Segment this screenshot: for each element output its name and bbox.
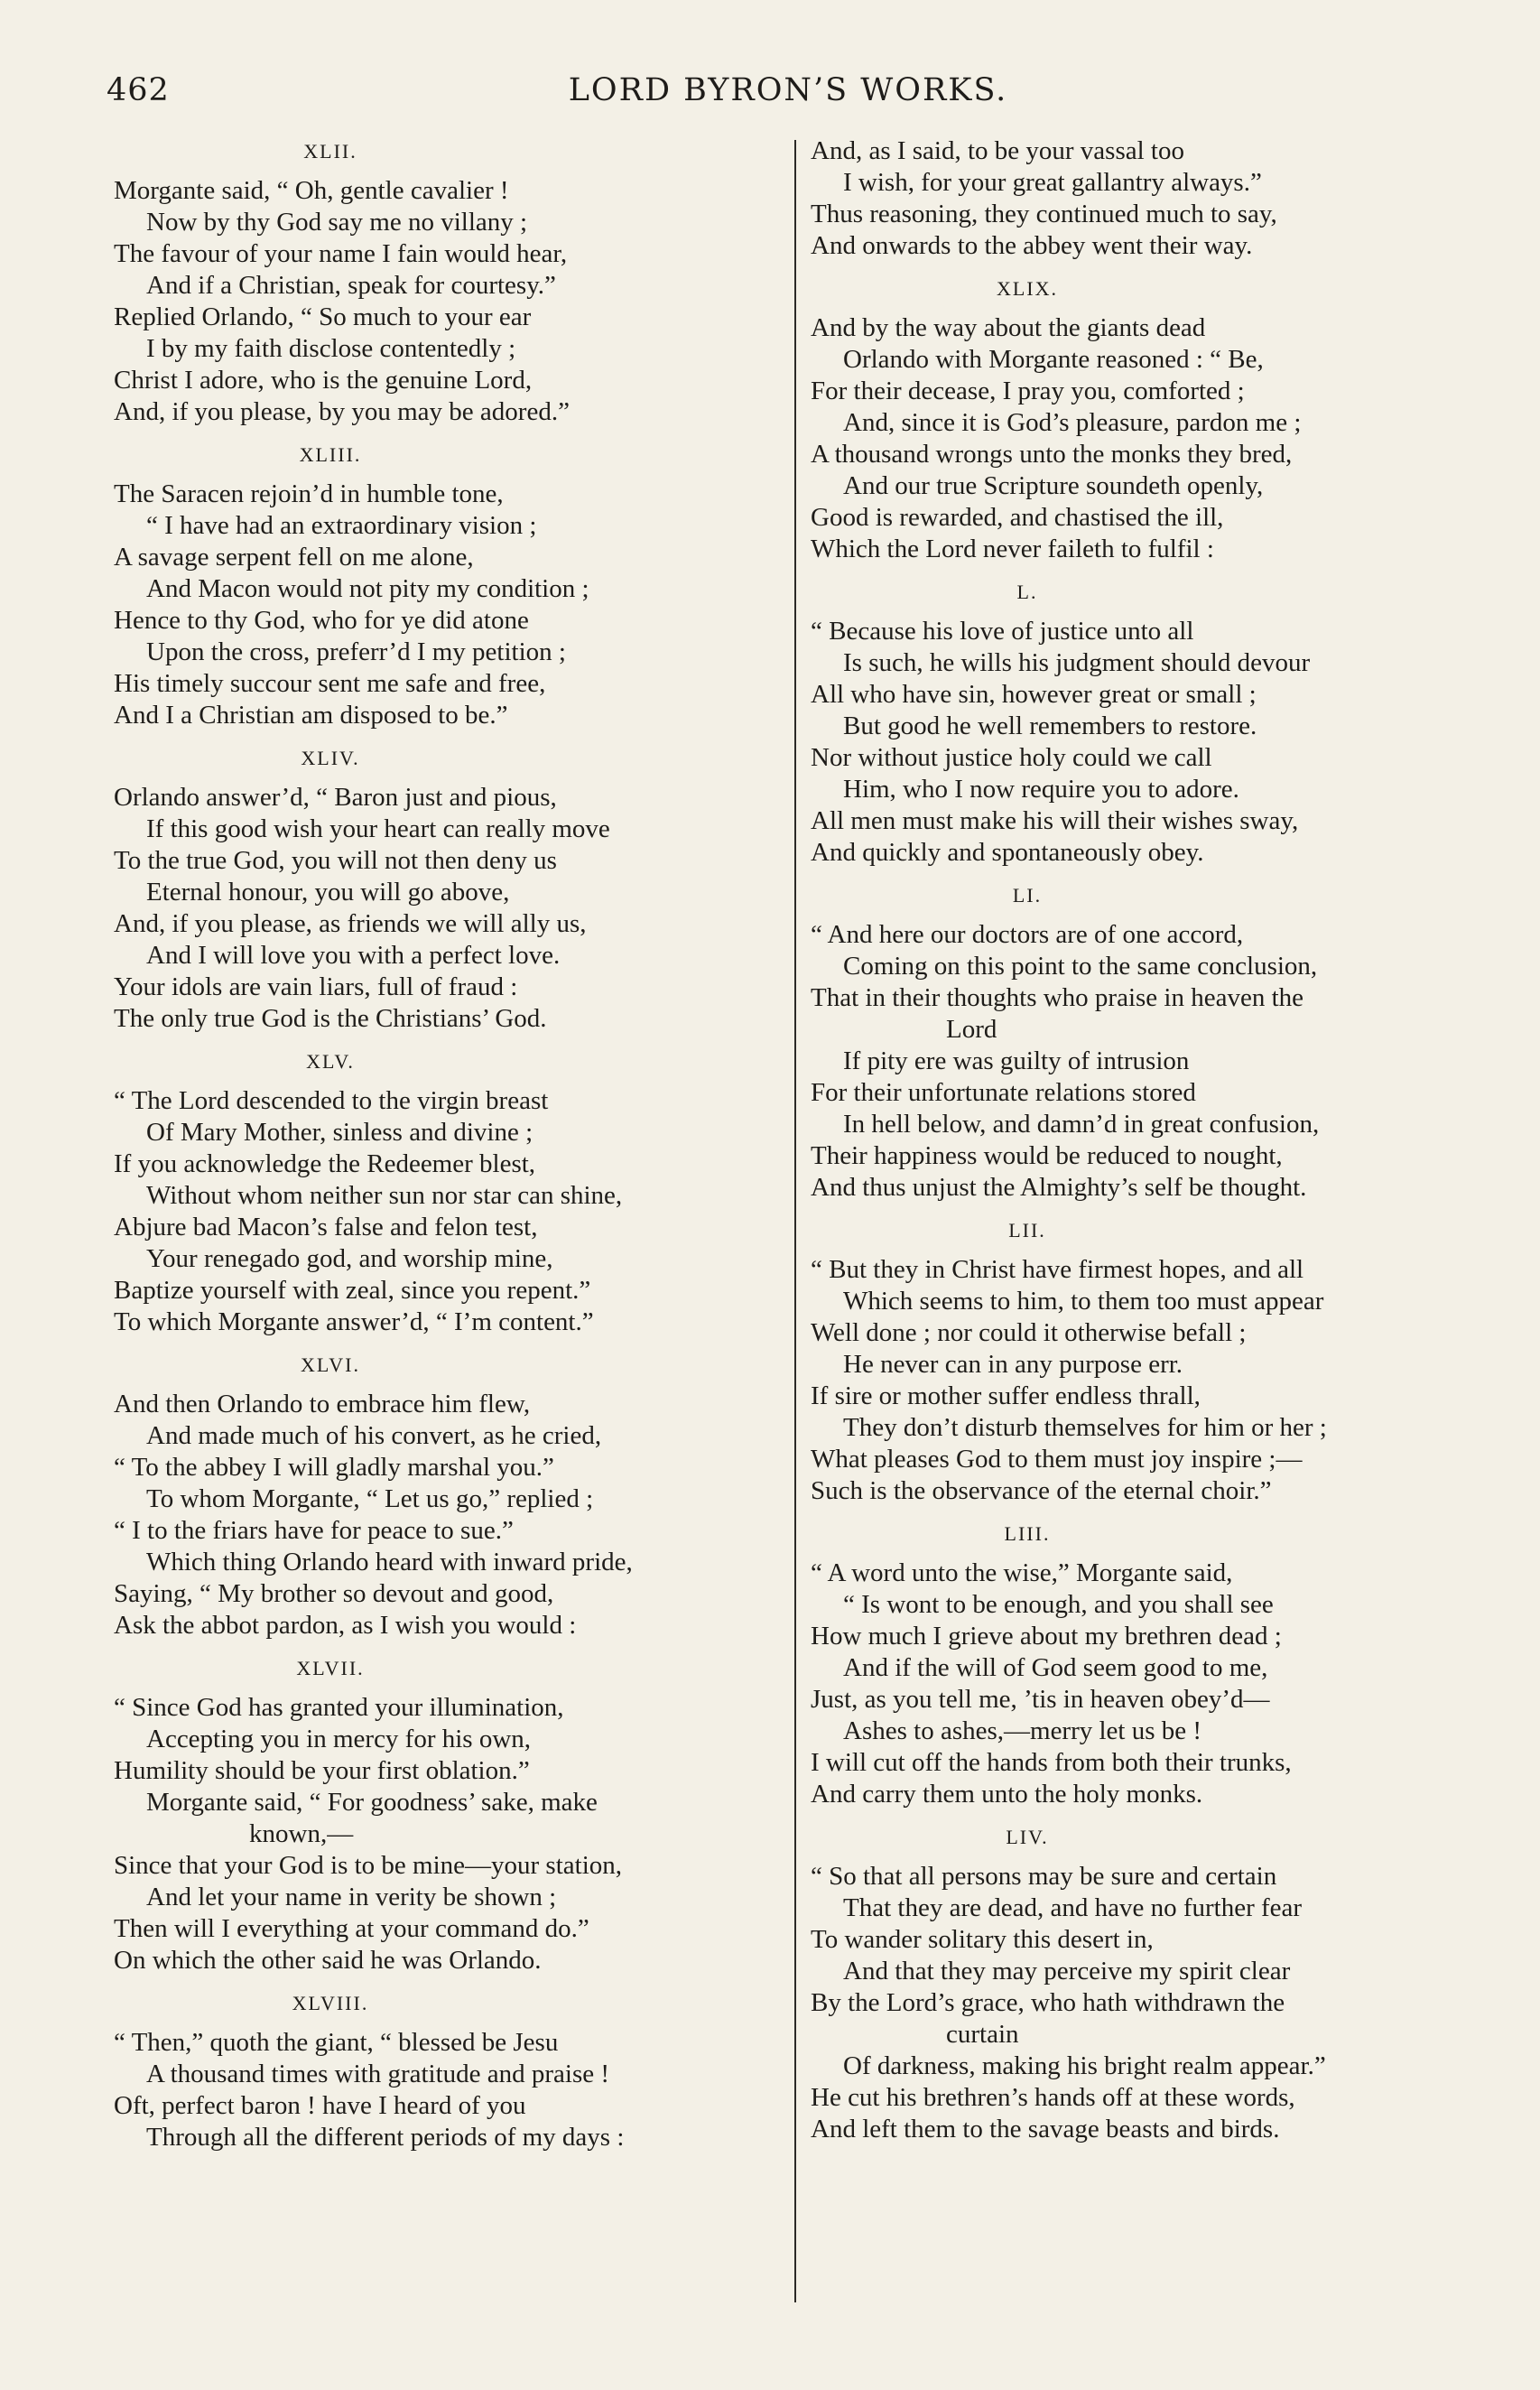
verse-line: I wish, for your great gallantry always.” bbox=[843, 168, 1262, 197]
verse-line: And by the way about the giants dead bbox=[811, 313, 1206, 342]
verse-line: And I will love you with a perfect love. bbox=[146, 941, 561, 970]
verse-line: And carry them unto the holy monks. bbox=[811, 1780, 1203, 1809]
verse-line: A thousand times with gratitude and praise ! bbox=[146, 2060, 610, 2088]
verse-line: Abjure bad Macon’s false and felon test, bbox=[114, 1213, 538, 1241]
verse-line: What pleases God to them must joy inspire ;— bbox=[811, 1445, 1303, 1474]
verse-line: “ Since God has granted your illumination, bbox=[114, 1693, 564, 1722]
stanza-numeral: LII. bbox=[1008, 1219, 1046, 1241]
verse-line: The only true God is the Christians’ God. bbox=[114, 1004, 547, 1033]
verse-line: And thus unjust the Almighty’s self be thought. bbox=[811, 1173, 1307, 1202]
verse-line: And that they may perceive my spirit clear bbox=[843, 1957, 1291, 1985]
stanza bbox=[811, 1518, 1497, 1810]
verse-line: And made much of his convert, as he cried, bbox=[146, 1421, 602, 1450]
verse-line: And Macon would not pity my condition ; bbox=[146, 574, 589, 603]
verse-line: And if a Christian, speak for courtesy.” bbox=[146, 271, 556, 300]
verse-line: To wander solitary this desert in, bbox=[811, 1925, 1154, 1954]
stanza bbox=[114, 135, 800, 428]
verse-line: Replied Orlando, “ So much to your ear bbox=[114, 302, 532, 331]
stanza bbox=[114, 1652, 800, 1976]
stanza bbox=[114, 439, 800, 731]
verse-line: Is such, he wills his judgment should devour bbox=[843, 648, 1311, 677]
verse-line: To the true God, you will not then deny us bbox=[114, 846, 557, 875]
verse-line: “ I to the friars have for peace to sue.” bbox=[114, 1516, 514, 1545]
verse-line: Him, who I now require you to adore. bbox=[843, 775, 1239, 804]
verse-line: And our true Scripture soundeth openly, bbox=[843, 471, 1264, 500]
stanza bbox=[114, 742, 800, 1035]
verse-line: Such is the observance of the eternal choir.” bbox=[811, 1476, 1272, 1505]
verse-line: To whom Morgante, “ Let us go,” replied ; bbox=[146, 1484, 594, 1513]
verse-line: That they are dead, and have no further fear bbox=[843, 1893, 1303, 1922]
verse-line: “ A word unto the wise,” Morgante said, bbox=[811, 1558, 1233, 1587]
verse-line: Coming on this point to the same conclusion, bbox=[843, 952, 1318, 981]
verse-line: His timely succour sent me safe and free, bbox=[114, 669, 546, 698]
verse-line: Hence to thy God, who for ye did atone bbox=[114, 606, 529, 635]
verse-line: Baptize yourself with zeal, since you repent.” bbox=[114, 1276, 591, 1305]
verse-line: All men must make his will their wishes sway, bbox=[811, 806, 1299, 835]
verse-line: And left them to the savage beasts and birds. bbox=[811, 2115, 1280, 2144]
verse-line: And, if you please, as friends we will ally us, bbox=[114, 909, 587, 938]
verse-line: Now by thy God say me no villany ; bbox=[146, 208, 528, 237]
page-number: 462 bbox=[107, 72, 170, 108]
stanza-numeral: XLII. bbox=[303, 140, 357, 163]
verse-line: Then will I everything at your command do.” bbox=[114, 1914, 589, 1943]
verse-line: That in their thoughts who praise in heaven the bbox=[811, 983, 1304, 1012]
verse-line: Oft, perfect baron ! have I heard of you bbox=[114, 2091, 526, 2120]
verse-line: Thus reasoning, they continued much to say, bbox=[811, 200, 1277, 228]
stanza bbox=[114, 1987, 800, 2153]
verse-line: “ The Lord descended to the virgin breast bbox=[114, 1086, 549, 1115]
verse-line: How much I grieve about my brethren dead ; bbox=[811, 1622, 1282, 1651]
stanza bbox=[114, 1349, 800, 1641]
verse-line: And I a Christian am disposed to be.” bbox=[114, 701, 508, 730]
verse-line: Saying, “ My brother so devout and good, bbox=[114, 1579, 554, 1608]
verse-line: If you acknowledge the Redeemer blest, bbox=[114, 1149, 536, 1178]
stanza-numeral: L. bbox=[1016, 581, 1038, 603]
stanza-numeral: XLVI. bbox=[300, 1353, 361, 1376]
verse-line: Morgante said, “ Oh, gentle cavalier ! bbox=[114, 176, 509, 205]
verse-line: And, if you please, by you may be adored.” bbox=[114, 397, 570, 426]
verse-line: “ Is wont to be enough, and you shall see bbox=[843, 1590, 1274, 1619]
verse-line: Nor without justice holy could we call bbox=[811, 743, 1212, 772]
verse-line: “ And here our doctors are of one accord, bbox=[811, 920, 1244, 949]
verse-line: The favour of your name I fain would hear, bbox=[114, 239, 568, 268]
verse-line: Orlando answer’d, “ Baron just and pious, bbox=[114, 783, 557, 812]
verse-line: He cut his brethren’s hands off at these words, bbox=[811, 2083, 1295, 2112]
verse-line: Ask the abbot pardon, as I wish you would : bbox=[114, 1611, 577, 1640]
verse-line: And let your name in verity be shown ; bbox=[146, 1883, 557, 1911]
verse-line: And quickly and spontaneously obey. bbox=[811, 838, 1204, 867]
right-column bbox=[811, 135, 1497, 2156]
verse-line: A thousand wrongs unto the monks they bred, bbox=[811, 440, 1293, 469]
verse-line: “ I have had an extraordinary vision ; bbox=[146, 511, 537, 540]
verse-line: Humility should be your first oblation.” bbox=[114, 1756, 530, 1785]
verse-line: Morgante said, “ For goodness’ sake, make bbox=[146, 1788, 598, 1817]
verse-line: “ Then,” quoth the giant, “ blessed be Jesu bbox=[114, 2028, 559, 2057]
verse-line: Through all the different periods of my days : bbox=[146, 2123, 625, 2152]
verse-line: Which thing Orlando heard with inward pride, bbox=[146, 1548, 633, 1576]
verse-line: And if the will of God seem good to me, bbox=[843, 1653, 1268, 1682]
verse-line: He never can in any purpose err. bbox=[843, 1350, 1183, 1379]
verse-line: Just, as you tell me, ’tis in heaven obey’d— bbox=[811, 1685, 1270, 1714]
verse-line: And onwards to the abbey went their way. bbox=[811, 231, 1253, 260]
verse-line: But good he well remembers to restore. bbox=[843, 711, 1257, 740]
verse-line: Well done ; nor could it otherwise befall ; bbox=[811, 1318, 1247, 1347]
verse-line: And, as I said, to be your vassal too bbox=[811, 136, 1184, 165]
verse-line: By the Lord’s grace, who hath withdrawn the bbox=[811, 1988, 1285, 2017]
verse-line: I by my faith disclose contentedly ; bbox=[146, 334, 516, 363]
stanza-numeral: XLIX. bbox=[996, 277, 1059, 300]
stanza bbox=[811, 273, 1497, 565]
verse-line: If sire or mother suffer endless thrall, bbox=[811, 1381, 1201, 1410]
stanza bbox=[811, 1821, 1497, 2145]
verse-line: Good is rewarded, and chastised the ill, bbox=[811, 503, 1224, 532]
verse-line: known,— bbox=[249, 1819, 354, 1848]
verse-line: Ashes to ashes,—merry let us be ! bbox=[843, 1716, 1202, 1745]
verse-line: On which the other said he was Orlando. bbox=[114, 1946, 542, 1975]
stanza bbox=[811, 1214, 1497, 1507]
verse-line: For their decease, I pray you, comforted ; bbox=[811, 377, 1245, 405]
verse-line: A savage serpent fell on me alone, bbox=[114, 543, 474, 572]
verse-line: Since that your God is to be mine—your station, bbox=[114, 1851, 623, 1880]
stanza-numeral: XLVIII. bbox=[292, 1992, 369, 2014]
verse-line: If pity ere was guilty of intrusion bbox=[843, 1046, 1190, 1075]
verse-line: Upon the cross, preferr’d I my petition ; bbox=[146, 637, 566, 666]
verse-line: They don’t disturb themselves for him or her ; bbox=[843, 1413, 1327, 1442]
verse-line: Accepting you in mercy for his own, bbox=[146, 1725, 532, 1753]
verse-line: And, since it is God’s pleasure, pardon me ; bbox=[843, 408, 1302, 437]
verse-line: Orlando with Morgante reasoned : “ Be, bbox=[843, 345, 1264, 374]
stanza-numeral: LIII. bbox=[1004, 1522, 1051, 1545]
verse-line: “ To the abbey I will gladly marshal you.” bbox=[114, 1453, 554, 1482]
running-title: LORD BYRON’S WORKS. bbox=[568, 72, 1008, 108]
verse-line: Your idols are vain liars, full of fraud : bbox=[114, 972, 518, 1001]
verse-line: If this good wish your heart can really move bbox=[146, 814, 610, 843]
stanza-numeral: XLV. bbox=[306, 1050, 355, 1073]
stanza-numeral: LIV. bbox=[1006, 1826, 1049, 1848]
verse-line: Lord bbox=[946, 1015, 997, 1044]
stanza-numeral: XLVII. bbox=[296, 1657, 365, 1679]
verse-line: In hell below, and damn’d in great confusion, bbox=[843, 1110, 1320, 1139]
stanza bbox=[811, 576, 1497, 869]
verse-line: Of Mary Mother, sinless and divine ; bbox=[146, 1118, 533, 1147]
verse-line: curtain bbox=[946, 2020, 1019, 2049]
verse-line: Your renegado god, and worship mine, bbox=[146, 1244, 553, 1273]
verse-line: To which Morgante answer’d, “ I’m content.” bbox=[114, 1307, 594, 1336]
verse-line: Which seems to him, to them too must appear bbox=[843, 1287, 1324, 1316]
stanza-numeral: LI. bbox=[1012, 884, 1043, 907]
verse-line: For their unfortunate relations stored bbox=[811, 1078, 1196, 1107]
verse-line: Without whom neither sun nor star can shine, bbox=[146, 1181, 623, 1210]
page-header bbox=[0, 72, 1540, 126]
verse-line: “ Because his love of justice unto all bbox=[811, 617, 1194, 646]
verse-line: “ But they in Christ have firmest hopes, and all bbox=[811, 1255, 1304, 1284]
stanza-numeral: XLIV. bbox=[301, 747, 360, 769]
verse-line: All who have sin, however great or small ; bbox=[811, 680, 1257, 709]
verse-line: And then Orlando to embrace him flew, bbox=[114, 1390, 531, 1418]
verse-line: Of darkness, making his bright realm appear.” bbox=[843, 2051, 1326, 2080]
left-column bbox=[114, 135, 800, 2164]
verse-line: Which the Lord never faileth to fulfil : bbox=[811, 535, 1214, 563]
verse-line: “ So that all persons may be sure and certain bbox=[811, 1862, 1277, 1891]
verse-line: I will cut off the hands from both their trunks, bbox=[811, 1748, 1292, 1777]
verse-line: Eternal honour, you will go above, bbox=[146, 878, 510, 907]
stanza bbox=[811, 879, 1497, 1204]
verse-line: Christ I adore, who is the genuine Lord, bbox=[114, 366, 533, 395]
verse-line: The Saracen rejoin’d in humble tone, bbox=[114, 479, 504, 508]
verse-line: Their happiness would be reduced to nought, bbox=[811, 1141, 1283, 1170]
stanza bbox=[811, 135, 1497, 262]
stanza-numeral: XLIII. bbox=[299, 443, 362, 466]
stanza bbox=[114, 1046, 800, 1338]
